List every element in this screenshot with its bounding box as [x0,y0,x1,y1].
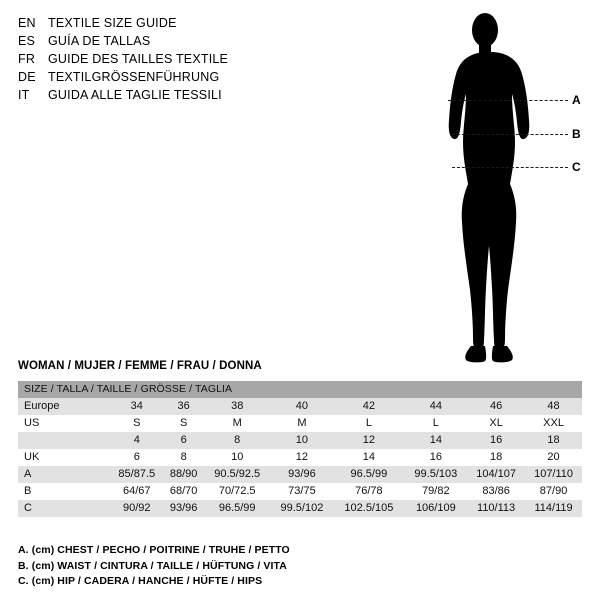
cell: 90/92 [110,500,164,517]
cell: S [110,415,164,432]
title-lang-en: EN [18,16,36,30]
legend-line-b: B. (cm) WAIST / CINTURA / TAILLE / HÜFTUNG / VITA [18,559,287,572]
measure-line-b [452,134,568,135]
cell: 6 [110,449,164,466]
cell: 20 [525,449,582,466]
cell: 14 [405,432,468,449]
measure-line-c [452,167,568,168]
cell: 10 [271,432,334,449]
cell: 12 [271,449,334,466]
cell: 114/119 [525,500,582,517]
legend-line-c: C. (cm) HIP / CADERA / HANCHE / HÜFTE / HIPS [18,575,263,587]
cell: 96.5/99 [333,466,404,483]
row-label [18,432,110,449]
cell: M [271,415,334,432]
row-label: A [18,466,110,483]
table-row [18,415,582,432]
cell: 34 [110,398,164,415]
cell: 12 [333,432,404,449]
cell: 16 [405,449,468,466]
cell: 107/110 [525,466,582,483]
cell: 106/109 [405,500,468,517]
measure-label-c: C [572,160,581,174]
table-row [18,483,582,500]
title-lang-es: ES [18,34,36,48]
cell: 85/87.5 [110,466,164,483]
cell: S [164,415,204,432]
cell: 79/82 [405,483,468,500]
title-block [18,16,338,106]
cell: 96.5/99 [204,500,271,517]
cell: 102.5/105 [333,500,404,517]
cell: 70/72.5 [204,483,271,500]
cell: 87/90 [525,483,582,500]
cell: 4 [110,432,164,449]
cell: 110/113 [467,500,525,517]
cell: 8 [204,432,271,449]
cell: 90.5/92.5 [204,466,271,483]
table-header-row [18,381,582,398]
cell: 99.5/102 [271,500,334,517]
title-text-de: TEXTILGRÖSSENFÜHRUNG [48,70,220,84]
cell: 44 [405,398,468,415]
cell: L [333,415,404,432]
title-lang-it: IT [18,88,30,102]
row-label: UK [18,449,110,466]
title-lang-de: DE [18,70,36,84]
title-row-it [18,88,338,106]
female-silhouette-figure [430,8,590,368]
cell: 104/107 [467,466,525,483]
row-label: C [18,500,110,517]
cell: 6 [164,432,204,449]
cell: 46 [467,398,525,415]
title-text-it: GUIDA ALLE TAGLIE TESSILI [48,88,222,102]
row-label: B [18,483,110,500]
title-row-es [18,34,338,52]
cell: XL [467,415,525,432]
cell: L [405,415,468,432]
cell: 18 [467,449,525,466]
title-lang-fr: FR [18,52,36,66]
cell: 36 [164,398,204,415]
cell: 16 [467,432,525,449]
cell: 93/96 [271,466,334,483]
cell: 99.5/103 [405,466,468,483]
cell: 8 [164,449,204,466]
cell: 64/67 [110,483,164,500]
cell: 14 [333,449,404,466]
cell: 10 [204,449,271,466]
cell: XXL [525,415,582,432]
cell: 93/96 [164,500,204,517]
cell: 83/86 [467,483,525,500]
title-text-es: GUÍA DE TALLAS [48,34,151,48]
table-header-cell: SIZE / TALLA / TAILLE / GRÖSSE / TAGLIA [18,381,582,398]
measure-label-b: B [572,127,581,141]
measurement-legend [18,543,290,590]
table-row [18,432,582,449]
size-table [18,381,582,517]
cell: 18 [525,432,582,449]
title-text-fr: GUIDE DES TAILLES TEXTILE [48,52,229,66]
legend-line-a: A. (cm) CHEST / PECHO / POITRINE / TRUHE / PETTO [18,544,290,556]
cell: M [204,415,271,432]
row-label: US [18,415,110,432]
cell: 40 [271,398,334,415]
title-row-en [18,16,338,34]
cell: 88/90 [164,466,204,483]
cell: 73/75 [271,483,334,500]
table-row [18,500,582,517]
cell: 38 [204,398,271,415]
title-row-de [18,70,338,88]
title-text-en: TEXTILE SIZE GUIDE [48,16,177,30]
cell: 76/78 [333,483,404,500]
row-label: Europe [18,398,110,415]
table-row [18,466,582,483]
cell: 68/70 [164,483,204,500]
table-row [18,398,582,415]
measure-line-a [448,100,568,101]
cell: 48 [525,398,582,415]
table-row [18,449,582,466]
size-table-wrapper [18,381,582,517]
measure-label-a: A [572,93,581,107]
title-row-fr [18,52,338,70]
body-silhouette-icon [430,8,590,368]
woman-section-header: WOMAN / MUJER / FEMME / FRAU / DONNA [18,360,262,372]
cell: 42 [333,398,404,415]
